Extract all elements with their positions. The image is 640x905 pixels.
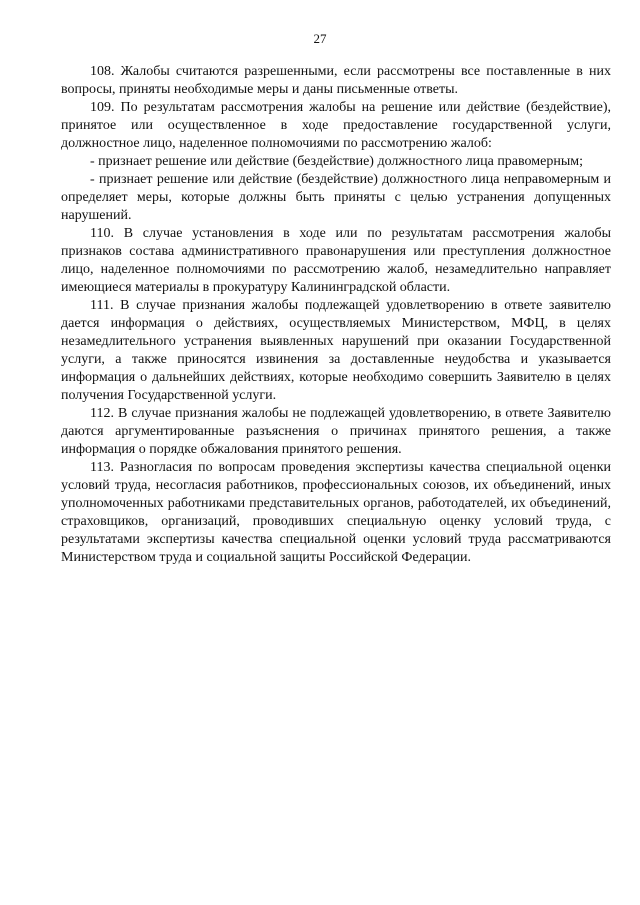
paragraph-108: 108. Жалобы считаются разрешенными, если рассмотрены все поставленные в них вопросы, приняты необходимые меры и даны письменные ответы. [61, 64, 611, 97]
list-item-lawful: - признает решение или действие (бездействие) должностного лица правомерным; [90, 154, 583, 169]
paragraph-110: 110. В случае установления в ходе или по результатам рассмотрения жалобы признаков состава административного правонарушения или преступления должностное лицо, наделенное полномочиями по рассмотрению жалоб, незамедлительно направляет имеющиеся материалы в прокуратуру Калининградской области. [61, 226, 611, 295]
paragraph-111: 111. В случае признания жалобы подлежащей удовлетворению в ответе заявителю дается информация о действиях, осуществляемых Министерством, МФЦ, в целях незамедлительного устранения выявленных нарушений при оказании Государственной услуги, а также приносятся извинения за доставленные неудобства и указывается информация о дальнейших действиях, которые необходимо совершить Заявителю в целях получения Государственной услуги. [61, 298, 611, 403]
page-number: 27 [313, 31, 327, 46]
paragraph-112: 112. В случае признания жалобы не подлежащей удовлетворению, в ответе Заявителю даются аргументированные разъяснения о причинах принятого решения, а также информация о порядке обжалования принятого решения. [61, 406, 611, 457]
document-body [61, 63, 611, 567]
list-item-unlawful: - признает решение или действие (бездействие) должностного лица неправомерным и определяет меры, которые должны быть приняты с целью устранения допущенных нарушений. [61, 172, 611, 223]
paragraph-109: 109. По результатам рассмотрения жалобы на решение или действие (бездействие), принятое или осуществленное в ходе предоставление государственной услуги, должностное лицо, наделенное полномочиями по рассмотрению жалоб: [61, 100, 611, 151]
paragraph-113: 113. Разногласия по вопросам проведения экспертизы качества специальной оценки условий труда, несогласия работников, профессиональных союзов, их объединений, иных уполномоченных работниками представительных органов, работодателей, их объединений, страховщиков, организаций, проводивших специальную оценку условий труда, с результатами экспертизы качества специальной оценки условий труда рассматриваются Министерством труда и социальной защиты Российской Федерации. [61, 460, 611, 565]
